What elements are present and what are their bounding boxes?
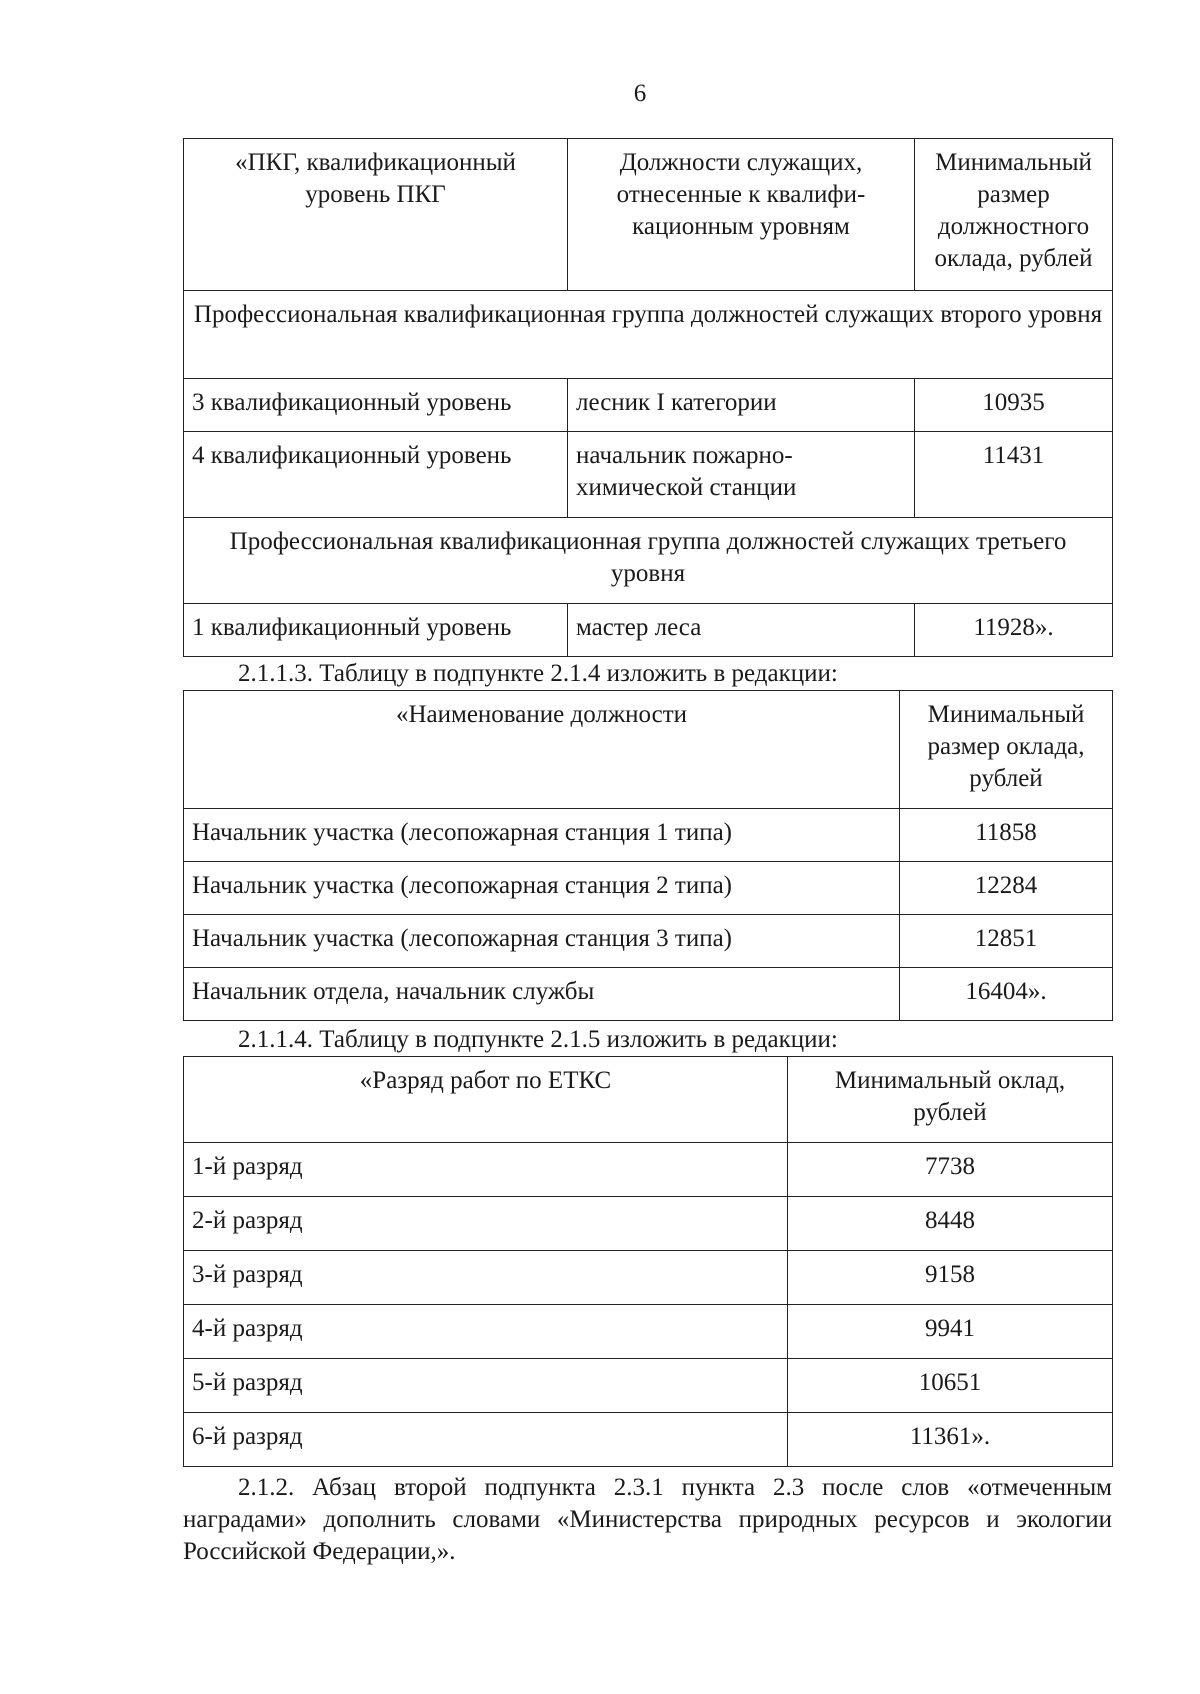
table-row — [184, 809, 1113, 862]
salary-cell: 10935 — [915, 379, 1113, 432]
position-cell: Начальник участка (лесопожарная станция 3 типа) — [184, 915, 900, 968]
table-row — [184, 432, 1113, 518]
table-row — [184, 1413, 1113, 1467]
page-number: 6 — [633, 80, 647, 107]
group-title: Профессиональная квалификационная группа должностей служащих второго уровня — [184, 291, 1113, 379]
table-row — [184, 968, 1113, 1021]
grade-cell: 2-й разряд — [184, 1197, 788, 1251]
salary-cell: 11361». — [788, 1413, 1113, 1467]
header-grade: «Разряд работ по ЕТКС — [184, 1057, 788, 1143]
salary-cell: 7738 — [788, 1143, 1113, 1197]
salary-cell: 12851 — [900, 915, 1113, 968]
salary-cell: 11928». — [915, 604, 1113, 657]
position-cell: лесник I категории — [568, 379, 915, 432]
level-cell: 1 квалификационный уровень — [184, 604, 568, 657]
salary-cell: 9158 — [788, 1251, 1113, 1305]
position-cell: мастер леса — [568, 604, 915, 657]
table-row — [184, 862, 1113, 915]
level-cell: 4 квалификационный уровень — [184, 432, 568, 518]
level-cell: 3 квалификационный уровень — [184, 379, 568, 432]
group-title: Профессиональная квалификационная группа должностей служащих третьего уровня — [184, 518, 1113, 604]
header-positions: Должности служащих, отнесенные к квалифи-кационным уровням — [568, 139, 915, 291]
grade-cell: 3-й разряд — [184, 1251, 788, 1305]
table-row — [184, 1251, 1113, 1305]
group-row — [184, 518, 1113, 604]
pkg-salary-table — [183, 138, 1113, 657]
grade-cell: 1-й разряд — [184, 1143, 788, 1197]
salary-cell: 12284 — [900, 862, 1113, 915]
position-cell: Начальник отдела, начальник службы — [184, 968, 900, 1021]
position-cell: Начальник участка (лесопожарная станция 1 типа) — [184, 809, 900, 862]
table-row — [184, 915, 1113, 968]
table-header-row — [184, 1057, 1113, 1143]
position-cell: Начальник участка (лесопожарная станция 2 типа) — [184, 862, 900, 915]
header-min-salary: Минимальный размер оклада, рублей — [900, 691, 1113, 809]
grade-cell: 5-й разряд — [184, 1359, 788, 1413]
position-salary-table — [183, 690, 1113, 1021]
table-row — [184, 604, 1113, 657]
table-row — [184, 1143, 1113, 1197]
etks-grade-table — [183, 1056, 1113, 1467]
header-min-salary: Минимальный оклад, рублей — [788, 1057, 1113, 1143]
table-row — [184, 1359, 1113, 1413]
salary-cell: 11431 — [915, 432, 1113, 518]
paragraph-2113: 2.1.1.3. Таблицу в подпункте 2.1.4 изложить в редакции: — [238, 660, 838, 687]
salary-cell: 10651 — [788, 1359, 1113, 1413]
grade-cell: 4-й разряд — [184, 1305, 788, 1359]
header-position-name: «Наименование должности — [184, 691, 900, 809]
table-row — [184, 1197, 1113, 1251]
table-row — [184, 379, 1113, 432]
salary-cell: 11858 — [900, 809, 1113, 862]
header-min-salary: Минимальный размер должностного оклада, рублей — [915, 139, 1113, 291]
salary-cell: 8448 — [788, 1197, 1113, 1251]
salary-cell: 9941 — [788, 1305, 1113, 1359]
salary-cell: 16404». — [900, 968, 1113, 1021]
table-header-row — [184, 139, 1113, 291]
table-row — [184, 1305, 1113, 1359]
position-cell: начальник пожарно-химической станции — [568, 432, 915, 518]
group-row — [184, 291, 1113, 379]
table-header-row — [184, 691, 1113, 809]
paragraph-212: 2.1.2. Абзац второй подпункта 2.3.1 пункта 2.3 после слов «отмеченным наградами» дополнить словами «Министерства природных ресурсов и экологии Российской Федерации,». — [183, 1474, 1112, 1565]
grade-cell: 6-й разряд — [184, 1413, 788, 1467]
paragraph-2114: 2.1.1.4. Таблицу в подпункте 2.1.5 изложить в редакции: — [238, 1026, 838, 1053]
header-pkg-level: «ПКГ, квалификационный уровень ПКГ — [184, 139, 568, 291]
